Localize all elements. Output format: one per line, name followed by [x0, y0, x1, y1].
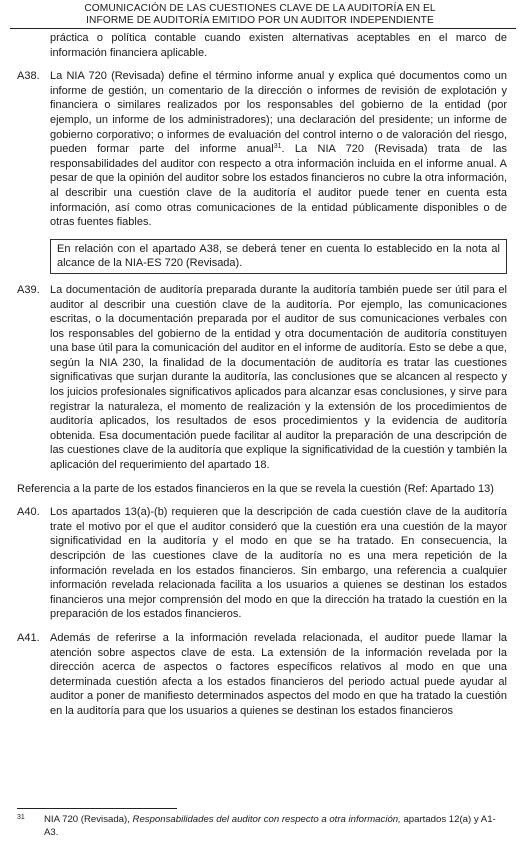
footnote-rule — [17, 808, 177, 809]
section-subheading: Referencia a la parte de los estados financieros en la que se revela la cuestión (Ref: Apartado 13) — [17, 482, 494, 495]
paragraph-text: Los apartados 13(a)-(b) requieren que la descripción de cada cuestión clave de la auditoría trate el motivo por el que el auditor consideró que la cuestión era una cuestión de la mayor significatividad en la auditoría y el modo en que se ha tratado. En consecuencia, la descripción de las cuestiones clave de la auditoría no es una mera repetición de la información revelada en los estados financieros. Sin embargo, una referencia a cualquier información revelada relacionada facilita a los usuarios a quienes se destinan los estados financieros una mejor comprensión del modo en que la dirección ha tratado la cuestión en la preparación de los estados financieros. — [50, 506, 507, 621]
paragraph-text-part: . La NIA 720 (Revisada) trata de las responsabilidades del auditor con respecto a otra información incluida en el informe anual. A pesar de que la opinión del auditor sobre los estados financieros no cubre la otra información, al describir una cuestión clave de la auditoría el auditor puede tener en cuenta esta información, así como otras comunicaciones de la entidad públicamente disponibles o de otras fuentes fiables. — [50, 143, 507, 229]
footnote-number: 31 — [17, 814, 25, 821]
footnote-text-part: NIA 720 (Revisada), — [44, 814, 133, 825]
paragraph-number: A39. — [17, 283, 40, 296]
paragraph-text — [50, 69, 507, 230]
paragraph-a38 — [17, 69, 507, 230]
footnote-text — [44, 814, 507, 839]
paragraph-a41 — [17, 631, 507, 719]
paragraph-a40 — [17, 505, 507, 622]
paragraph-number: A41. — [17, 631, 40, 644]
paragraph-text: La documentación de auditoría preparada durante la auditoría también puede ser útil para el auditor al describir una cuestión clave de la auditoría. Por ejemplo, las comunicaciones escritas, o la documentación preparada por el auditor de sus comunicaciones verbales con los responsables del gobierno de la entidad y otra documentación de auditoría constituyen una base útil para la comunicación del auditor en el informe de auditoría. Esto se debe a que, según la NIA 230, la finalidad de la documentación de auditoría es tratar las cuestiones significativas que surjan durante la auditoría, las conclusiones que se alcancen al respecto y los juicios profesionales significativos aplicados para alcanzar esas conclusiones, y sirve para registrar la naturaleza, el momento de realización y la extensión de los procedimientos de auditoría aplicados, los resultados de esos procedimientos y la evidencia de auditoría obtenida. Esa documentación puede facilitar al auditor la preparación de una descripción de las cuestiones clave de la auditoría que explique la significatividad de la cuestión y también la aplicación del requerimiento del apartado 18. — [50, 283, 507, 472]
paragraph-a39 — [17, 283, 507, 473]
footnote-reference: 31 — [273, 143, 282, 151]
header-line-1: COMUNICACIÓN DE LAS CUESTIONES CLAVE DE LA AUDITORÍA EN EL — [84, 3, 436, 14]
page-body — [17, 31, 507, 728]
paragraph-text: Además de referirse a la información revelada relacionada, el auditor puede llamar la atención sobre aspectos clave de esta. La extensión de la información revelada por la dirección acerca de aspectos o factores específicos relativos al modo en que una determinada cuestión afecta a los estados financieros del periodo actual puede ayudar al auditor a poner de manifiesto determinados aspectos del modo en que ha tratado la cuestión en la auditoría para que los usuarios a quienes se destinan los estados financieros — [50, 631, 507, 717]
footnote — [17, 814, 507, 839]
continuation-text: práctica o política contable cuando existen alternativas aceptables en el marco de información financiera aplicable. — [50, 32, 507, 59]
paragraph-text-part: La NIA 720 (Revisada) define el término informe anual y explica qué documentos como un informe de gestión, un comentario de la dirección o informes de revisión de explotación y financiera o similares realizados por los responsables del gobierno de la entidad (por ejemplo, un informe de los administradores); una declaración del presidente; un informe de gobierno corporativo; o informes de evaluación del control interno o de valoración del riesgo, pueden formar parte del informe anual — [50, 70, 507, 156]
page-header — [60, 3, 460, 26]
header-line-2: INFORME DE AUDITORÍA EMITIDO POR UN AUDITOR INDEPENDIENTE — [86, 14, 434, 26]
header-rule — [10, 28, 516, 29]
paragraph-number: A38. — [17, 70, 40, 83]
paragraph-number: A40. — [17, 506, 40, 519]
footnote-text-part: apartados 12(a) y A1-A3. — [44, 814, 496, 838]
note-box: En relación con el apartado A38, se deberá tener en cuenta lo establecido en la nota al alcance de la NIA-ES 720 (Revisada). — [50, 239, 507, 274]
footnote-title: Responsabilidades del auditor con respecto a otra información, — [132, 814, 401, 825]
continuation-paragraph — [17, 31, 507, 60]
